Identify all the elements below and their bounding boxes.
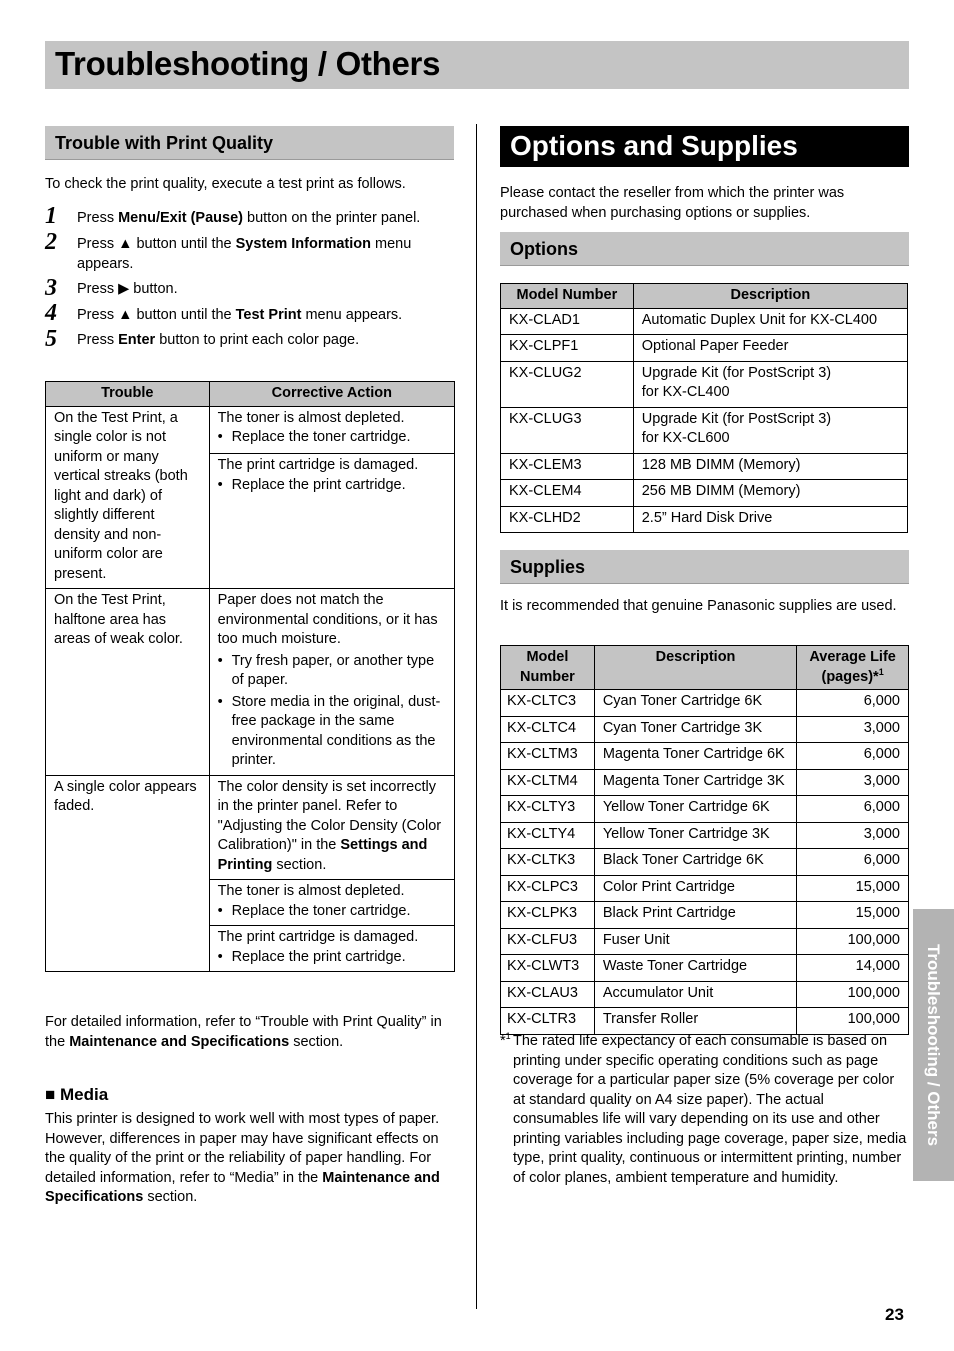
action-cell: The color density is set incorrectly in the printer panel. Refer to "Adjusting the Color Density (Color Calibration)" in the Settings and Printing section. [209,775,454,880]
average-life-cell: 100,000 [797,928,909,955]
supplies-table [500,645,909,1035]
table-row [501,743,909,770]
options-heading-bar [500,232,909,266]
table-header: Corrective Action [209,382,454,407]
description-cell: Black Toner Cartridge 6K [594,849,796,876]
average-life-cell: 3,000 [797,822,909,849]
description-cell: Automatic Duplex Unit for KX-CL400 [633,308,907,335]
average-life-cell: 100,000 [797,1008,909,1035]
table-row [501,506,908,533]
description-cell: Magenta Toner Cartridge 3K [594,769,796,796]
supplies-heading-bar [500,550,909,584]
table-row [501,902,909,929]
average-life-cell: 14,000 [797,955,909,982]
table-row [501,796,909,823]
media-text: This printer is designed to work well with most types of paper. However, differences in paper may have significant effects on the quality of the print or the reliability of paper handling. For detailed information, refer to “Media” in the Maintenance and Specifications section. [45,1111,440,1205]
supplies-intro: It is recommended that genuine Panasonic supplies are used. [500,598,897,614]
description-cell: 128 MB DIMM (Memory) [633,453,907,480]
model-number-cell: KX-CLPF1 [501,335,634,362]
model-number-cell: KX-CLEM3 [501,453,634,480]
model-number-cell: KX-CLTC4 [501,716,595,743]
table-row [46,775,455,880]
options-supplies-heading: Options and Supplies [510,130,798,161]
trouble-cell: A single color appears faded. [46,775,210,972]
model-number-cell: KX-CLTC3 [501,690,595,717]
action-cell: The print cartridge is damaged. • Replace the print cartridge. [209,454,454,589]
description-cell: Fuser Unit [594,928,796,955]
table-row [501,849,909,876]
model-number-cell: KX-CLAD1 [501,308,634,335]
average-life-cell: 6,000 [797,743,909,770]
model-number-cell: KX-CLAU3 [501,981,595,1008]
description-cell: Yellow Toner Cartridge 6K [594,796,796,823]
options-supplies-heading-bar [500,126,909,167]
action-cell: Paper does not match the environmental conditions, or it has too much moisture. • Try fresh paper, or another type of paper. • Store media in the original, dust-free package in the same environmental conditions as the printer. [209,589,454,776]
footnote [500,1032,910,1188]
table-header: Model Number [501,646,595,690]
step-text: Press Enter button to print each color page. [77,332,360,348]
print-quality-heading-bar [45,126,454,160]
average-life-cell: 3,000 [797,769,909,796]
description-cell: Color Print Cartridge [594,875,796,902]
table-row [501,480,908,507]
table-row [501,335,908,362]
average-life-cell: 15,000 [797,902,909,929]
options-supplies-intro: Please contact the reseller from which the printer was purchased when purchasing options or supplies. [500,185,845,221]
action-cell: The toner is almost depleted. • Replace the toner cartridge. [209,406,454,454]
footnote-mark: *$^1$ [500,1031,511,1049]
description-cell: Accumulator Unit [594,981,796,1008]
page-title: Troubleshooting / Others [55,45,441,82]
model-number-cell: KX-CLPK3 [501,902,595,929]
print-quality-heading: Trouble with Print Quality [55,133,274,153]
description-cell: Upgrade Kit (for PostScript 3) for KX-CL600 [633,407,907,453]
table-row [501,453,908,480]
table-row [501,981,909,1008]
footnote-text: The rated life expectancy of each consumable is based on printing under specific operating conditions such as page coverage for a particular paper size (5% coverage per color at standard quality on A4 size paper). The actual consumables life will vary depending on its use and other printing variables including page coverage, paper size, media type, print quality, continuous or intermittent printing, number of color planes, ambient temperature and humidity. [513,1033,907,1186]
table-row [46,589,455,776]
table-row [501,928,909,955]
model-number-cell: KX-CLFU3 [501,928,595,955]
table-header: Description [633,284,907,309]
trouble-cell: On the Test Print, a single color is not uniform or many vertical streaks (both light and dark) of slightly different density and non-uniform color are present. [46,406,210,589]
step-number: 2 [45,229,57,255]
step-number: 3 [45,275,57,301]
average-life-cell: 100,000 [797,981,909,1008]
detail-note: For detailed information, refer to “Trouble with Print Quality” in the Maintenance and Specifications section. [45,1014,442,1050]
model-number-cell: KX-CLUG3 [501,407,634,453]
page-title-bar [45,41,909,89]
media-heading: ■ Media [45,1085,109,1104]
table-row [501,1008,909,1035]
options-table [500,283,908,533]
description-cell: Cyan Toner Cartridge 3K [594,716,796,743]
model-number-cell: KX-CLTK3 [501,849,595,876]
page-number: 23 [885,1305,904,1324]
step-number: 5 [45,326,57,352]
table-row [501,361,908,407]
description-cell: Transfer Roller [594,1008,796,1035]
model-number-cell: KX-CLEM4 [501,480,634,507]
action-cell: The toner is almost depleted. • Replace the toner cartridge. [209,880,454,926]
options-heading: Options [510,239,578,259]
description-cell: 256 MB DIMM (Memory) [633,480,907,507]
description-cell: Upgrade Kit (for PostScript 3) for KX-CL400 [633,361,907,407]
step-text: Press Menu/Exit (Pause) button on the printer panel. [77,210,421,226]
table-row [501,769,909,796]
description-cell: Yellow Toner Cartridge 3K [594,822,796,849]
model-number-cell: KX-CLTM3 [501,743,595,770]
supplies-heading: Supplies [510,557,586,577]
description-cell: Black Print Cartridge [594,902,796,929]
table-row [501,875,909,902]
model-number-cell: KX-CLUG2 [501,361,634,407]
print-quality-intro: To check the print quality, execute a test print as follows. [45,176,406,192]
table-row [501,716,909,743]
table-row [46,406,455,454]
trouble-cell: On the Test Print, halftone area has areas of weak color. [46,589,210,776]
average-life-cell: 15,000 [797,875,909,902]
side-tab [913,909,954,1181]
table-row [501,308,908,335]
table-row [501,407,908,453]
average-life-cell: 6,000 [797,796,909,823]
column-divider [476,124,477,1309]
step-number: 1 [45,203,57,229]
table-row [501,955,909,982]
step-text: Press ▶ button. [77,281,178,297]
average-life-cell: 6,000 [797,849,909,876]
step-text: Press ▲ button until the System Information menu appears. [77,236,412,272]
square-bullet-icon: ■ [45,1085,56,1104]
model-number-cell: KX-CLHD2 [501,506,634,533]
model-number-cell: KX-CLTY3 [501,796,595,823]
model-number-cell: KX-CLWT3 [501,955,595,982]
description-cell: Magenta Toner Cartridge 6K [594,743,796,770]
model-number-cell: KX-CLTR3 [501,1008,595,1035]
table-row [501,822,909,849]
step-number: 4 [45,300,57,326]
model-number-cell: KX-CLTY4 [501,822,595,849]
description-cell: Optional Paper Feeder [633,335,907,362]
description-cell: Cyan Toner Cartridge 6K [594,690,796,717]
step-text: Press ▲ button until the Test Print menu appears. [77,307,403,323]
table-header: Average Life (pages)*$^1$ [797,646,909,690]
table-header: Model Number [501,284,634,309]
description-cell: Waste Toner Cartridge [594,955,796,982]
table-header: Trouble [46,382,210,407]
average-life-cell: 3,000 [797,716,909,743]
side-tab-label: Troubleshooting / Others [924,943,943,1147]
average-life-cell: 6,000 [797,690,909,717]
model-number-cell: KX-CLPC3 [501,875,595,902]
action-cell: The print cartridge is damaged. • Replace the print cartridge. [209,926,454,972]
trouble-table [45,381,455,972]
table-row [501,690,909,717]
model-number-cell: KX-CLTM4 [501,769,595,796]
description-cell: 2.5” Hard Disk Drive [633,506,907,533]
table-header: Description [594,646,796,690]
